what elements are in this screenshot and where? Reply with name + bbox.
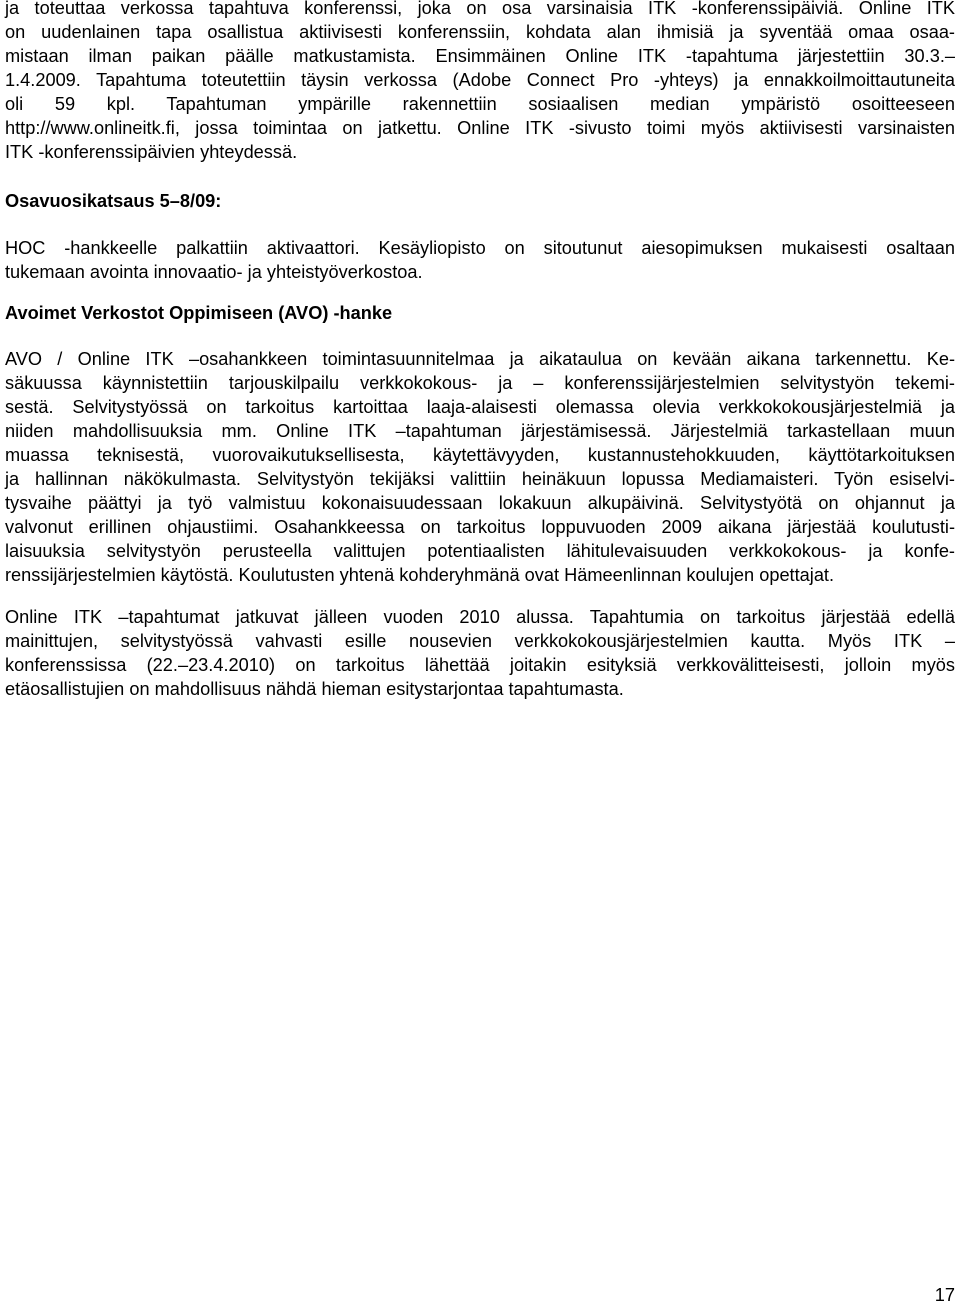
body-line: säkuussa käynnistettiin tarjouskilpailu verkkokokous- ja – konferenssijärjestelmien selvitystyön tekemi- — [5, 373, 955, 393]
body-line: ja toteuttaa verkossa tapahtuva konferenssi, joka on osa varsinaisia ITK -konferenssipäiviä. Online ITK — [5, 0, 955, 18]
body-line: konferenssissa (22.–23.4.2010) on tarkoitus lähettää joitakin esityksiä verkkovälitteisesti, jolloin myös — [5, 655, 955, 675]
body-line: niiden mahdollisuuksia mm. Online ITK –tapahtuman järjestämisessä. Järjestelmiä tarkastellaan muun — [5, 421, 955, 441]
page-number: 17 — [934, 1285, 955, 1305]
body-line: renssijärjestelmien käytöstä. Koulutusten yhtenä kohderyhmänä ovat Hämeenlinnan koulujen opettajat. — [5, 565, 835, 585]
body-line: on uudenlainen tapa osallistua aktiivisesti konferenssiin, kohdata alan ihmisiä ja syventää omaa osaa- — [5, 22, 955, 42]
body-line: ITK -konferenssipäivien yhteydessä. — [5, 142, 298, 162]
body-line: sestä. Selvitystyössä on tarkoitus kartoittaa laaja-alaisesti olemassa olevia verkkokokousjärjestelmiä ja — [5, 397, 955, 417]
body-line: http://www.onlineitk.fi, jossa toimintaa on jatkettu. Online ITK -sivusto toimi myös aktiivisesti varsinaisten — [5, 118, 955, 138]
body-line: 1.4.2009. Tapahtuma toteutettiin täysin verkossa (Adobe Connect Pro -yhteys) ja ennakkoilmoittautuneita — [5, 70, 955, 90]
body-line: HOC -hankkeelle palkattiin aktivaattori. Kesäyliopisto on sitoutunut aiesopimuksen mukaisesti osaltaan — [5, 238, 955, 258]
body-line: mainittujen, selvitystyössä vahvasti esille nousevien verkkokokousjärjestelmien kautta. Myös ITK – — [5, 631, 955, 651]
body-line: etäosallistujien on mahdollisuus nähdä hieman esitystarjontaa tapahtumasta. — [5, 679, 624, 699]
body-line: mistaan ilman paikan päälle matkustamista. Ensimmäinen Online ITK -tapahtuma järjestettiin 30.3.– — [5, 46, 955, 66]
body-line: ja hallinnan näkökulmasta. Selvitystyön tekijäksi valittiin heinäkuun lopussa Mediamaisteri. Työn esiselvi- — [5, 469, 955, 489]
section-heading: Avoimet Verkostot Oppimiseen (AVO) -hanke — [5, 303, 393, 323]
body-line: oli 59 kpl. Tapahtuman ympärille rakennettiin sosiaalisen median ympäristö osoitteeseen — [5, 94, 955, 114]
section-heading: Osavuosikatsaus 5–8/09: — [5, 191, 222, 211]
body-line: Online ITK –tapahtumat jatkuvat jälleen vuoden 2010 alussa. Tapahtumia on tarkoitus järjestää edellä — [5, 607, 955, 627]
body-line: muassa teknisestä, vuorovaikutuksellisesta, käytettävyyden, kustannustehokkuuden, käyttötarkoituksen — [5, 445, 955, 465]
body-line: valvonut erillinen ohjaustiimi. Osahankkeessa on tarkoitus loppuvuoden 2009 aikana järjestää koulutusti- — [5, 517, 955, 537]
body-line: laisuuksia selvitystyön perusteella valittujen potentiaalisten lähitulevaisuuden verkkokokous- ja konfe- — [5, 541, 955, 561]
body-line: tukemaan avointa innovaatio- ja yhteistyöverkostoa. — [5, 262, 423, 282]
body-line: AVO / Online ITK –osahankkeen toimintasuunnitelmaa ja aikataulua on kevään aikana tarkennettu. Ke- — [5, 349, 955, 369]
body-line: tysvaihe päättyi ja työ valmistuu kokonaisuudessaan lokakuun alkupäivinä. Selvitystyötä on ohjannut ja — [5, 493, 955, 513]
